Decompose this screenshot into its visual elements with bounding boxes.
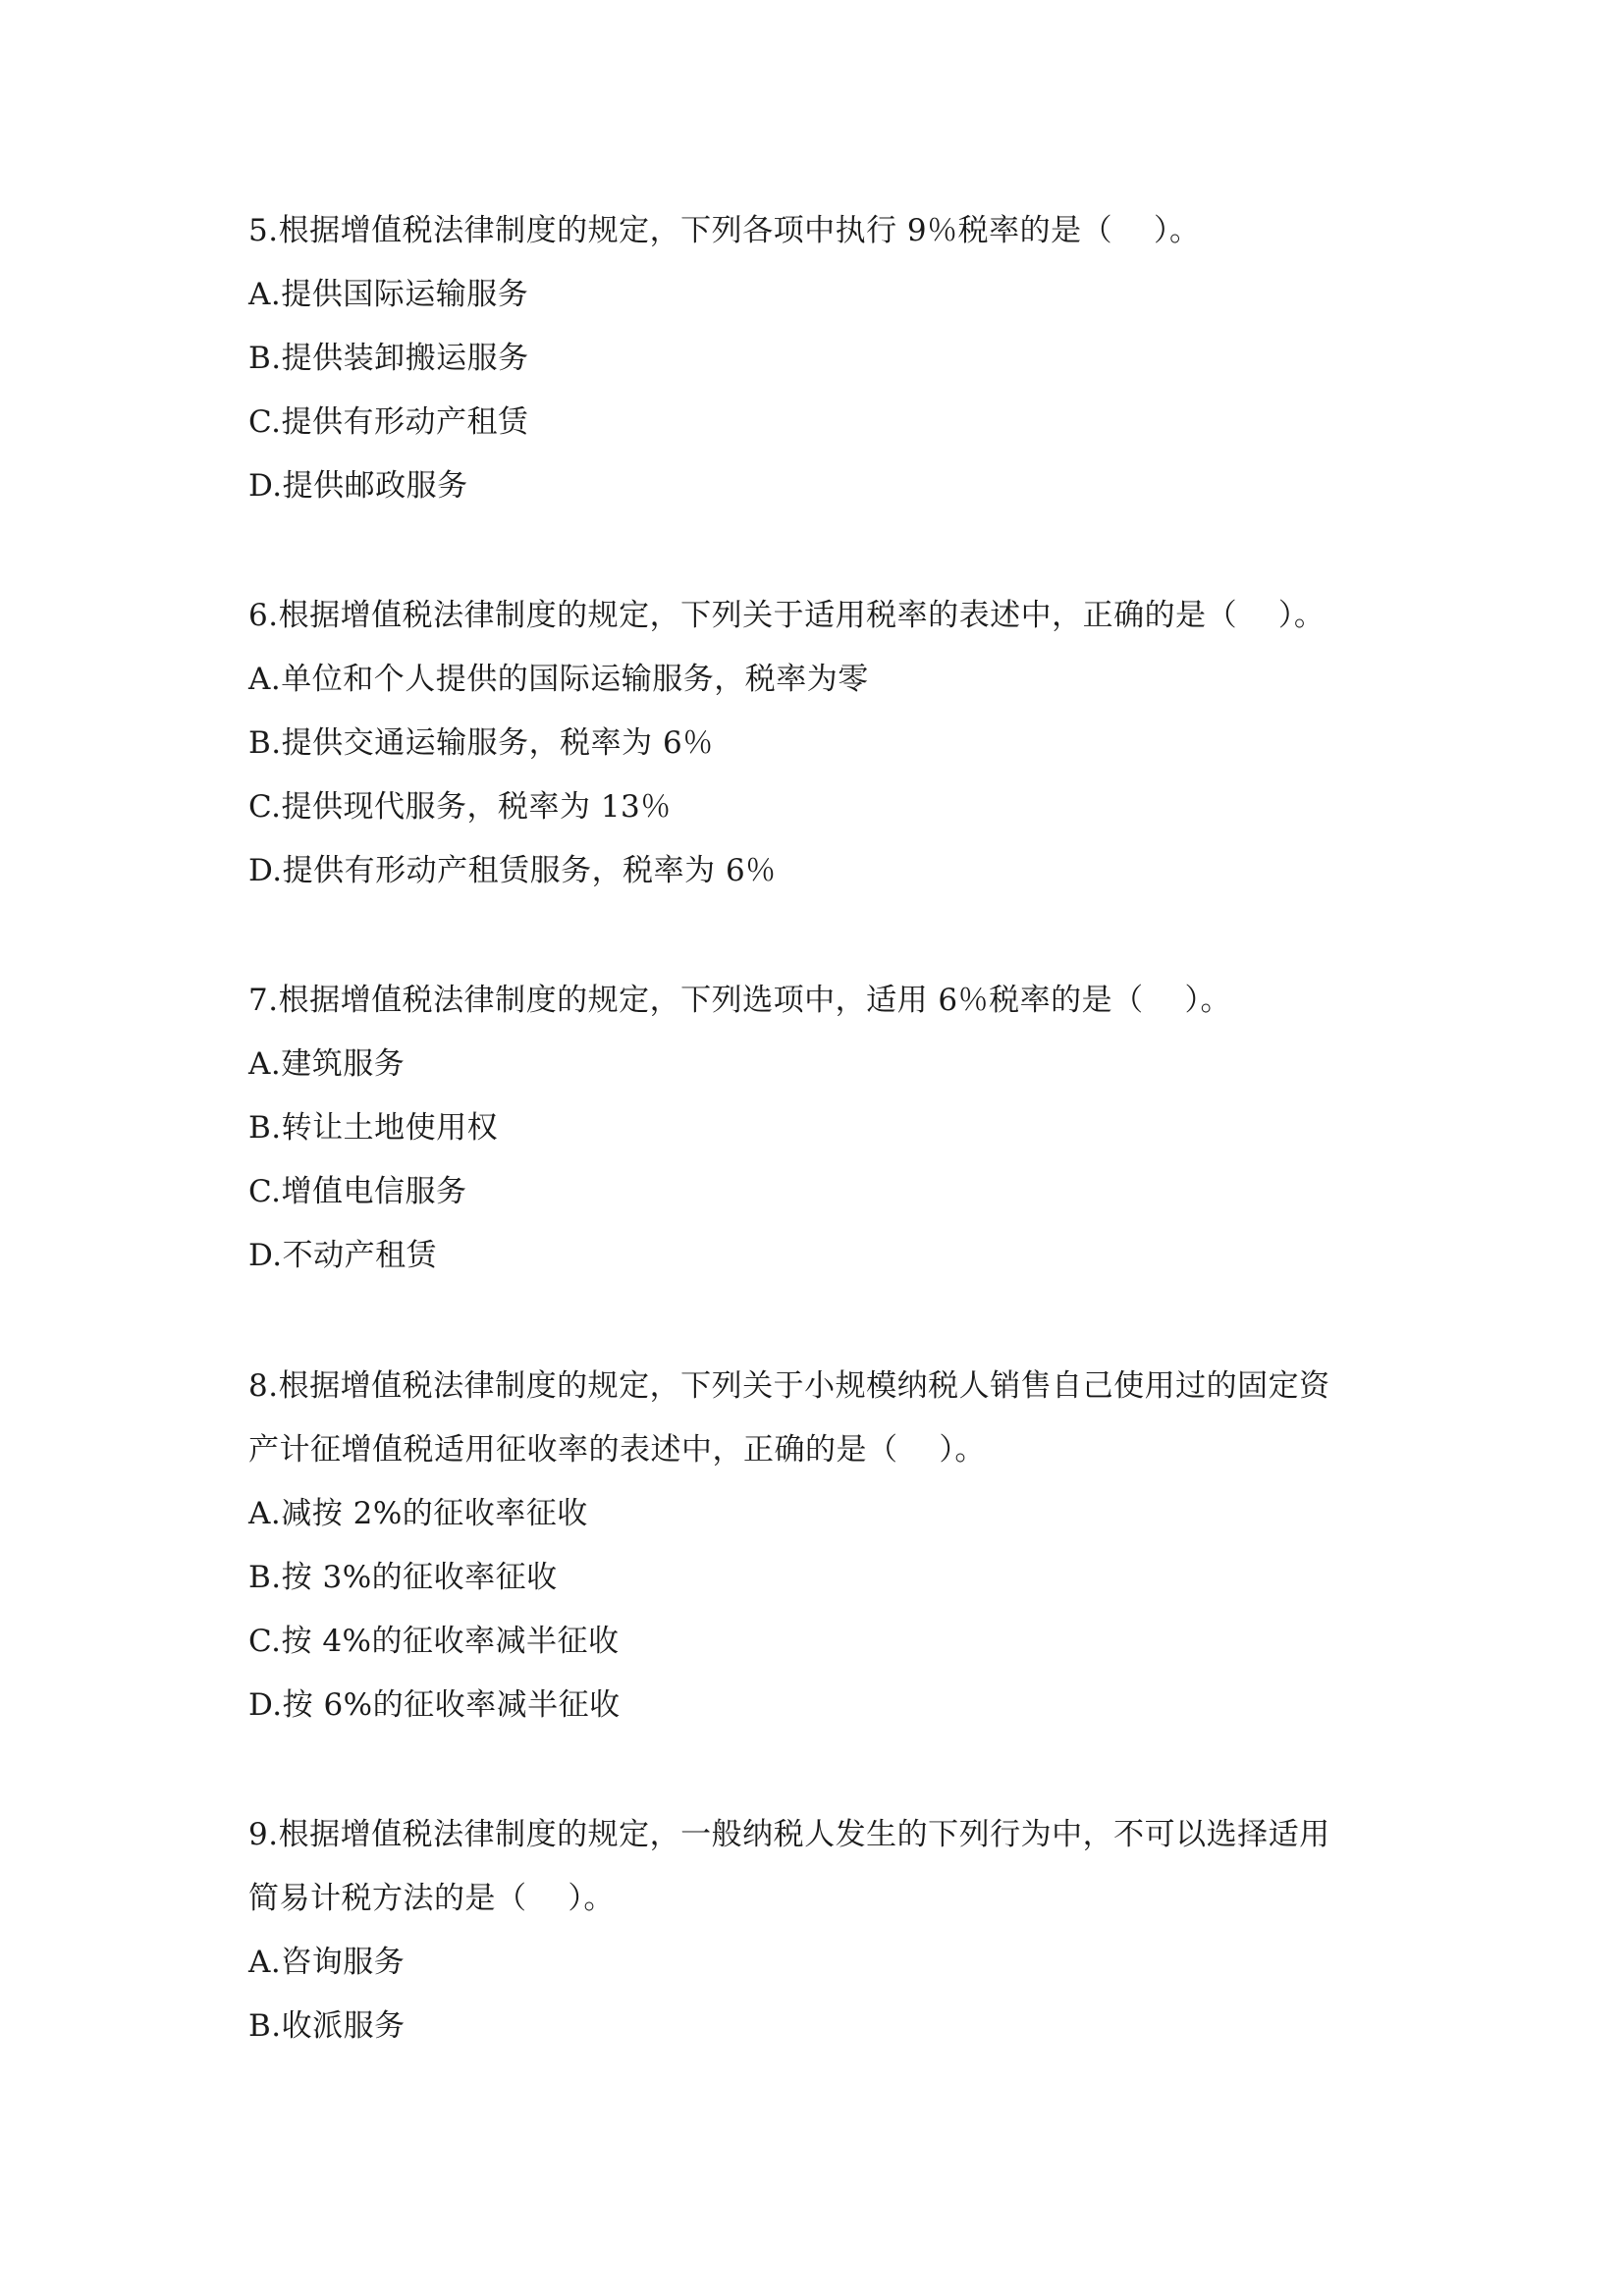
question-stem-line-1: 8.根据增值税法律制度的规定，下列关于小规模纳税人销售自己使用过的固定资 — [248, 1368, 1330, 1404]
option-c: C.按 4%的征收率减半征收 — [248, 1624, 620, 1659]
question-5 — [248, 199, 1387, 518]
option-d: D.不动产租赁 — [248, 1238, 438, 1273]
option-d: D.提供有形动产租赁服务，税率为 6％ — [248, 853, 777, 888]
option-b: B.提供交通运输服务，税率为 6％ — [248, 725, 714, 761]
question-6 — [248, 584, 1387, 903]
question-stem: 6.根据增值税法律制度的规定，下列关于适用税率的表述中，正确的是（ ）。 — [248, 598, 1326, 633]
option-a: A.单位和个人提供的国际运输服务，税率为零 — [248, 662, 869, 697]
option-a: A.减按 2%的征收率征收 — [248, 1496, 588, 1531]
question-stem-line-1: 9.根据增值税法律制度的规定，一般纳税人发生的下列行为中，不可以选择适用 — [248, 1817, 1330, 1852]
question-stem-line-2: 产计征增值税适用征收率的表述中，正确的是（ ）。 — [248, 1432, 986, 1468]
question-9 — [248, 1803, 1387, 2058]
question-stem: 7.根据增值税法律制度的规定，下列选项中，适用 6％税率的是（ ）。 — [248, 983, 1232, 1018]
option-d: D.提供邮政服务 — [248, 468, 468, 504]
option-b: B.转让土地使用权 — [248, 1110, 499, 1146]
option-a: A.咨询服务 — [248, 1945, 406, 1980]
question-7 — [248, 969, 1387, 1288]
option-c: C.提供有形动产租赁 — [248, 404, 529, 440]
option-c: C.提供现代服务，税率为 13％ — [248, 789, 672, 825]
option-b: B.提供装卸搬运服务 — [248, 341, 529, 376]
option-c: C.增值电信服务 — [248, 1174, 467, 1209]
question-8 — [248, 1355, 1387, 1737]
option-d: D.按 6%的征收率减半征收 — [248, 1687, 621, 1723]
question-stem-line-2: 简易计税方法的是（ ）。 — [248, 1881, 615, 1916]
option-a: A.提供国际运输服务 — [248, 277, 529, 312]
option-b: B.按 3%的征收率征收 — [248, 1560, 558, 1595]
question-stem: 5.根据增值税法律制度的规定，下列各项中执行 9％税率的是（ ）。 — [248, 213, 1201, 248]
option-a: A.建筑服务 — [248, 1046, 406, 1082]
option-b: B.收派服务 — [248, 2008, 406, 2044]
